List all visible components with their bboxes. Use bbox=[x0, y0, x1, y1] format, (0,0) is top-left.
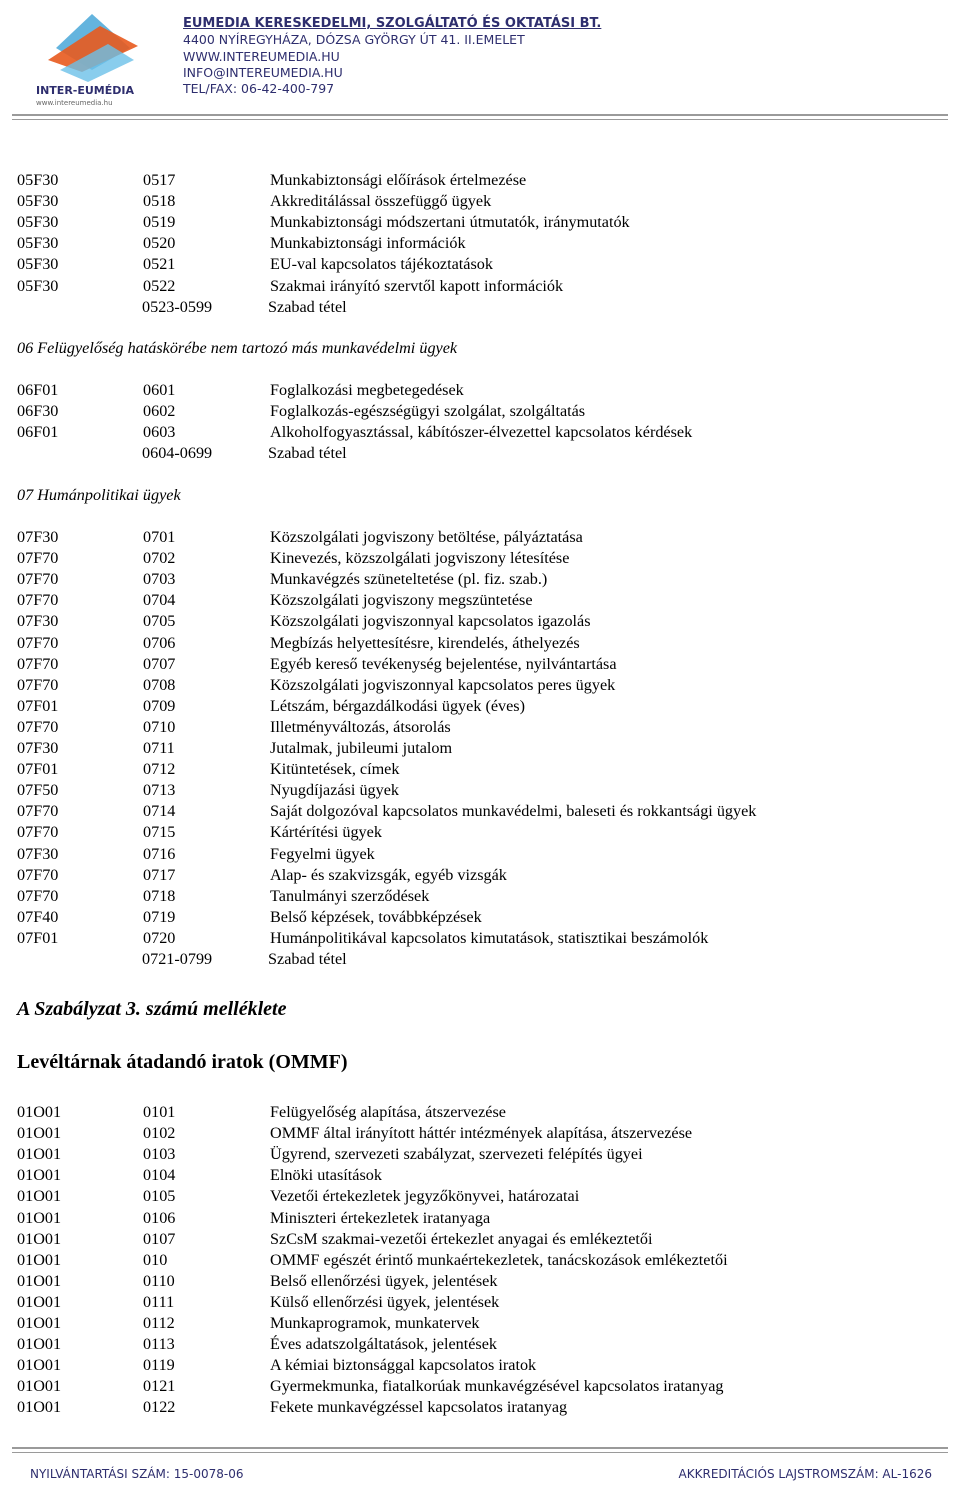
table-row bbox=[0, 907, 960, 928]
row-category-code: 01O01 bbox=[17, 1398, 62, 1417]
table-row bbox=[0, 886, 960, 907]
row-item-number: 0517 bbox=[143, 171, 176, 189]
company-phone: TEL/FAX: 06-42-400-797 bbox=[183, 81, 335, 97]
row-item-number: 0104 bbox=[143, 1166, 176, 1185]
row-item-number: 0705 bbox=[143, 612, 176, 631]
row-category-code: 01O01 bbox=[17, 1377, 62, 1396]
row-item-number: 0107 bbox=[143, 1229, 176, 1248]
row-description: OMMF egészét érintő munkaértekezletek, tanácskozások emlékeztetői bbox=[270, 1250, 728, 1269]
row-category-code: 07F30 bbox=[17, 528, 59, 546]
table-row bbox=[0, 1397, 960, 1418]
row-category-code: 07F70 bbox=[17, 549, 59, 568]
row-description: Saját dolgozóval kapcsolatos munkavédelmi, baleseti és rokkantsági ügyek bbox=[270, 802, 757, 821]
page-header bbox=[0, 0, 960, 120]
row-category-code: 01O01 bbox=[17, 1292, 62, 1311]
logo-text: INTER-EUMÉDIA bbox=[36, 84, 134, 97]
row-item-number: 0106 bbox=[143, 1208, 176, 1227]
row-category-code: 01O01 bbox=[17, 1335, 62, 1354]
list-title: Levéltárnak átadandó iratok (OMMF) bbox=[17, 1051, 348, 1073]
row-item-number: 0709 bbox=[143, 696, 176, 715]
row-item-number: 0714 bbox=[143, 802, 176, 821]
row-description: Belső ellenőrzési ügyek, jelentések bbox=[270, 1271, 498, 1290]
table-row bbox=[0, 1144, 960, 1165]
table-row bbox=[0, 569, 960, 590]
row-category-code: 07F30 bbox=[17, 612, 59, 631]
table-row bbox=[0, 276, 960, 297]
row-item-number: 0706 bbox=[143, 633, 176, 652]
row-description: Vezetői értekezletek jegyzőkönyvei, határozatai bbox=[270, 1187, 580, 1206]
row-item-number: 0103 bbox=[143, 1145, 176, 1164]
row-category-code: 07F01 bbox=[17, 760, 59, 779]
row-category-code: 07F70 bbox=[17, 823, 59, 842]
row-description: Létszám, bérgazdálkodási ügyek (éves) bbox=[270, 696, 526, 715]
company-logo bbox=[30, 8, 155, 108]
table-row bbox=[0, 865, 960, 886]
company-email[interactable]: INFO@INTEREUMEDIA.HU bbox=[183, 64, 343, 80]
footer-accreditation: AKKREDITÁCIÓS LAJSTROMSZÁM: AL-1626 bbox=[678, 1467, 932, 1481]
row-item-number: 0704 bbox=[143, 591, 176, 610]
row-item-number: 0521 bbox=[143, 255, 176, 274]
table-row bbox=[0, 1313, 960, 1334]
row-description: Munkabiztonsági módszertani útmutatók, iránymutatók bbox=[270, 213, 630, 232]
company-info bbox=[183, 16, 601, 97]
row-item-number: 0720 bbox=[143, 928, 176, 947]
row-item-number: 0519 bbox=[143, 213, 176, 232]
row-category-code: 05F30 bbox=[17, 213, 59, 232]
table-row bbox=[0, 844, 960, 865]
row-item-number: 0112 bbox=[143, 1314, 175, 1332]
row-item-number: 0111 bbox=[143, 1292, 175, 1311]
table-row bbox=[0, 949, 960, 970]
row-item-number: 0523-0599 bbox=[142, 297, 213, 316]
table-row bbox=[0, 654, 960, 675]
annex-title: A Szabályzat 3. számú melléklete bbox=[17, 998, 287, 1020]
table-row bbox=[0, 759, 960, 780]
row-item-number: 0520 bbox=[143, 234, 176, 253]
row-description: Alkoholfogyasztással, kábítószer-élvezettel kapcsolatos kérdések bbox=[270, 423, 693, 442]
row-description: Tanulmányi szerződések bbox=[270, 886, 430, 905]
row-item-number: 0105 bbox=[143, 1187, 176, 1206]
row-description: Felügyelőség alapítása, átszervezése bbox=[270, 1103, 506, 1121]
row-item-number: 0711 bbox=[143, 739, 175, 757]
section-heading-07: 07 Humánpolitikai ügyek bbox=[17, 486, 181, 504]
table-row bbox=[0, 212, 960, 233]
row-item-number: 0713 bbox=[143, 781, 176, 800]
row-item-number: 0718 bbox=[143, 886, 176, 905]
row-description: EU-val kapcsolatos tájékoztatások bbox=[270, 255, 493, 274]
row-item-number: 0601 bbox=[143, 381, 176, 399]
row-description: Gyermekmunka, fiatalkorúak munkavégzésével kapcsolatos iratanyag bbox=[270, 1377, 724, 1396]
table-row bbox=[0, 1229, 960, 1250]
company-website[interactable]: WWW.INTEREUMEDIA.HU bbox=[183, 48, 340, 64]
company-address: 4400 NYÍREGYHÁZA, DÓZSA GYÖRGY ÚT 41. II.EMELET bbox=[183, 32, 525, 48]
row-description: Ügyrend, szervezeti szabályzat, szervezeti felépítés ügyei bbox=[270, 1145, 643, 1164]
table-row bbox=[0, 233, 960, 254]
row-item-number: 0518 bbox=[143, 192, 176, 211]
row-category-code: 05F30 bbox=[17, 192, 59, 211]
row-item-number: 0110 bbox=[143, 1271, 175, 1290]
table-row bbox=[0, 1186, 960, 1207]
table-row bbox=[0, 801, 960, 822]
row-category-code: 07F30 bbox=[17, 739, 59, 757]
row-category-code: 07F70 bbox=[17, 591, 59, 610]
table-row bbox=[0, 254, 960, 275]
row-item-number: 0121 bbox=[143, 1377, 176, 1396]
table-row bbox=[0, 380, 960, 401]
row-description: Illetményváltozás, átsorolás bbox=[270, 717, 451, 736]
row-category-code: 06F01 bbox=[17, 423, 59, 442]
row-description: Munkaprogramok, munkatervek bbox=[270, 1314, 480, 1332]
table-row bbox=[0, 1355, 960, 1376]
row-description: Belső képzések, továbbképzések bbox=[270, 907, 482, 926]
row-description: Kitüntetések, címek bbox=[270, 760, 400, 779]
table-row bbox=[0, 170, 960, 191]
logo-graphic-icon bbox=[30, 8, 155, 108]
row-item-number: 0101 bbox=[143, 1103, 176, 1121]
row-category-code: 07F70 bbox=[17, 802, 59, 821]
row-description: Foglalkozási megbetegedések bbox=[270, 381, 464, 399]
row-item-number: 0604-0699 bbox=[142, 444, 213, 463]
table-row bbox=[0, 297, 960, 318]
table-row bbox=[0, 780, 960, 801]
row-description: Miniszteri értekezletek iratanyaga bbox=[270, 1208, 491, 1227]
row-category-code: 01O01 bbox=[17, 1187, 62, 1206]
row-category-code: 07F70 bbox=[17, 570, 59, 589]
row-description: A kémiai biztonsággal kapcsolatos iratok bbox=[270, 1356, 537, 1375]
row-item-number: 0717 bbox=[143, 865, 176, 884]
row-description: Szakmai irányító szervtől kapott információk bbox=[270, 276, 564, 295]
row-item-number: 0712 bbox=[143, 760, 176, 779]
row-description: Közszolgálati jogviszonnyal kapcsolatos peres ügyek bbox=[270, 675, 616, 694]
row-description: Szabad tétel bbox=[268, 297, 347, 316]
table-row bbox=[0, 1208, 960, 1229]
row-category-code: 07F30 bbox=[17, 844, 59, 863]
row-category-code: 01O01 bbox=[17, 1166, 62, 1185]
table-row bbox=[0, 422, 960, 443]
row-description: OMMF által irányított háttér intézmények alapítása, átszervezése bbox=[270, 1124, 693, 1143]
row-item-number: 0702 bbox=[143, 549, 176, 568]
row-description: Külső ellenőrzési ügyek, jelentések bbox=[270, 1292, 500, 1311]
row-item-number: 0719 bbox=[143, 907, 176, 926]
row-description: Akkreditálással összefüggő ügyek bbox=[270, 192, 492, 211]
row-item-number: 0716 bbox=[143, 844, 176, 863]
row-item-number: 0522 bbox=[143, 276, 176, 295]
row-category-code: 05F30 bbox=[17, 276, 59, 295]
row-category-code: 07F01 bbox=[17, 928, 59, 947]
footer-registration: NYILVÁNTARTÁSI SZÁM: 15-0078-06 bbox=[30, 1467, 244, 1481]
row-category-code: 07F40 bbox=[17, 907, 59, 926]
row-category-code: 07F70 bbox=[17, 717, 59, 736]
row-item-number: 0715 bbox=[143, 823, 176, 842]
table-row bbox=[0, 1123, 960, 1144]
row-description: Megbízás helyettesítésre, kirendelés, áthelyezés bbox=[270, 633, 580, 652]
row-category-code: 01O01 bbox=[17, 1208, 62, 1227]
header-divider bbox=[12, 114, 948, 120]
row-category-code: 06F30 bbox=[17, 402, 59, 421]
row-category-code: 05F30 bbox=[17, 234, 59, 253]
row-category-code: 07F70 bbox=[17, 654, 59, 673]
row-description: Kártérítési ügyek bbox=[270, 823, 382, 842]
table-row bbox=[0, 548, 960, 569]
row-item-number: 010 bbox=[143, 1250, 168, 1269]
row-description: Fegyelmi ügyek bbox=[270, 844, 375, 863]
row-description: Alap- és szakvizsgák, egyéb vizsgák bbox=[270, 865, 507, 884]
row-description: Jutalmak, jubileumi jutalom bbox=[270, 739, 453, 757]
row-category-code: 07F50 bbox=[17, 781, 59, 800]
table-row bbox=[0, 443, 960, 464]
row-category-code: 07F70 bbox=[17, 886, 59, 905]
row-category-code: 07F01 bbox=[17, 696, 59, 715]
logo-subtext: www.intereumedia.hu bbox=[36, 99, 113, 107]
table-row bbox=[0, 928, 960, 949]
row-description: Foglalkozás-egészségügyi szolgálat, szolgáltatás bbox=[270, 402, 586, 421]
table-row bbox=[0, 1250, 960, 1271]
table-row bbox=[0, 717, 960, 738]
row-description: Éves adatszolgáltatások, jelentések bbox=[270, 1335, 497, 1354]
row-item-number: 0603 bbox=[143, 423, 176, 442]
row-category-code: 01O01 bbox=[17, 1229, 62, 1248]
row-description: Kinevezés, közszolgálati jogviszony létesítése bbox=[270, 549, 570, 568]
table-row bbox=[0, 675, 960, 696]
row-description: SzCsM szakmai-vezetői értekezlet anyagai és emlékeztetői bbox=[270, 1229, 653, 1248]
row-category-code: 01O01 bbox=[17, 1145, 62, 1164]
section-heading-06: 06 Felügyelőség hatáskörébe nem tartozó más munkavédelmi ügyek bbox=[17, 339, 458, 357]
row-item-number: 0703 bbox=[143, 570, 176, 589]
table-row bbox=[0, 822, 960, 843]
row-item-number: 0710 bbox=[143, 717, 176, 736]
row-description: Szabad tétel bbox=[268, 950, 347, 968]
row-description: Munkavégzés szüneteltetése (pl. fiz. szab.) bbox=[270, 570, 548, 589]
row-category-code: 05F30 bbox=[17, 171, 59, 189]
row-item-number: 0119 bbox=[143, 1356, 175, 1375]
row-item-number: 0707 bbox=[143, 654, 176, 673]
row-category-code: 01O01 bbox=[17, 1314, 62, 1332]
table-row bbox=[0, 611, 960, 632]
row-category-code: 01O01 bbox=[17, 1356, 62, 1375]
footer-divider bbox=[12, 1447, 948, 1453]
row-item-number: 0122 bbox=[143, 1398, 176, 1417]
row-category-code: 01O01 bbox=[17, 1271, 62, 1290]
table-row bbox=[0, 191, 960, 212]
row-item-number: 0602 bbox=[143, 402, 176, 421]
table-row bbox=[0, 1165, 960, 1186]
table-row bbox=[0, 401, 960, 422]
row-description: Közszolgálati jogviszony betöltése, pályáztatása bbox=[270, 528, 583, 546]
row-category-code: 01O01 bbox=[17, 1124, 62, 1143]
row-item-number: 0102 bbox=[143, 1124, 176, 1143]
row-description: Munkabiztonsági információk bbox=[270, 234, 466, 253]
table-row bbox=[0, 1376, 960, 1397]
row-description: Fekete munkavégzéssel kapcsolatos iratanyag bbox=[270, 1398, 568, 1417]
company-name: EUMEDIA KERESKEDELMI, SZOLGÁLTATÓ ÉS OKTATÁSI BT. bbox=[183, 16, 602, 31]
row-item-number: 0721-0799 bbox=[142, 950, 213, 968]
table-row bbox=[0, 527, 960, 548]
row-description: Közszolgálati jogviszony megszüntetése bbox=[270, 591, 533, 610]
table-row bbox=[0, 590, 960, 611]
row-item-number: 0113 bbox=[143, 1335, 175, 1354]
row-description: Nyugdíjazási ügyek bbox=[270, 781, 400, 800]
row-item-number: 0708 bbox=[143, 675, 176, 694]
table-row bbox=[0, 738, 960, 759]
row-category-code: 07F70 bbox=[17, 865, 59, 884]
table-row bbox=[0, 696, 960, 717]
row-category-code: 07F70 bbox=[17, 675, 59, 694]
row-category-code: 06F01 bbox=[17, 381, 59, 399]
table-row bbox=[0, 1102, 960, 1123]
row-category-code: 01O01 bbox=[17, 1103, 62, 1121]
row-description: Szabad tétel bbox=[268, 444, 347, 463]
row-item-number: 0701 bbox=[143, 528, 176, 546]
row-description: Munkabiztonsági előírások értelmezése bbox=[270, 171, 527, 189]
row-description: Egyéb kereső tevékenység bejelentése, nyilvántartása bbox=[270, 654, 617, 673]
table-row bbox=[0, 1292, 960, 1313]
table-row bbox=[0, 633, 960, 654]
row-category-code: 01O01 bbox=[17, 1250, 62, 1269]
table-row bbox=[0, 1271, 960, 1292]
row-category-code: 05F30 bbox=[17, 255, 59, 274]
table-row bbox=[0, 1334, 960, 1355]
row-description: Elnöki utasítások bbox=[270, 1166, 382, 1185]
row-description: Közszolgálati jogviszonnyal kapcsolatos igazolás bbox=[270, 612, 591, 631]
row-category-code: 07F70 bbox=[17, 633, 59, 652]
row-description: Humánpolitikával kapcsolatos kimutatások, statisztikai beszámolók bbox=[270, 928, 709, 947]
